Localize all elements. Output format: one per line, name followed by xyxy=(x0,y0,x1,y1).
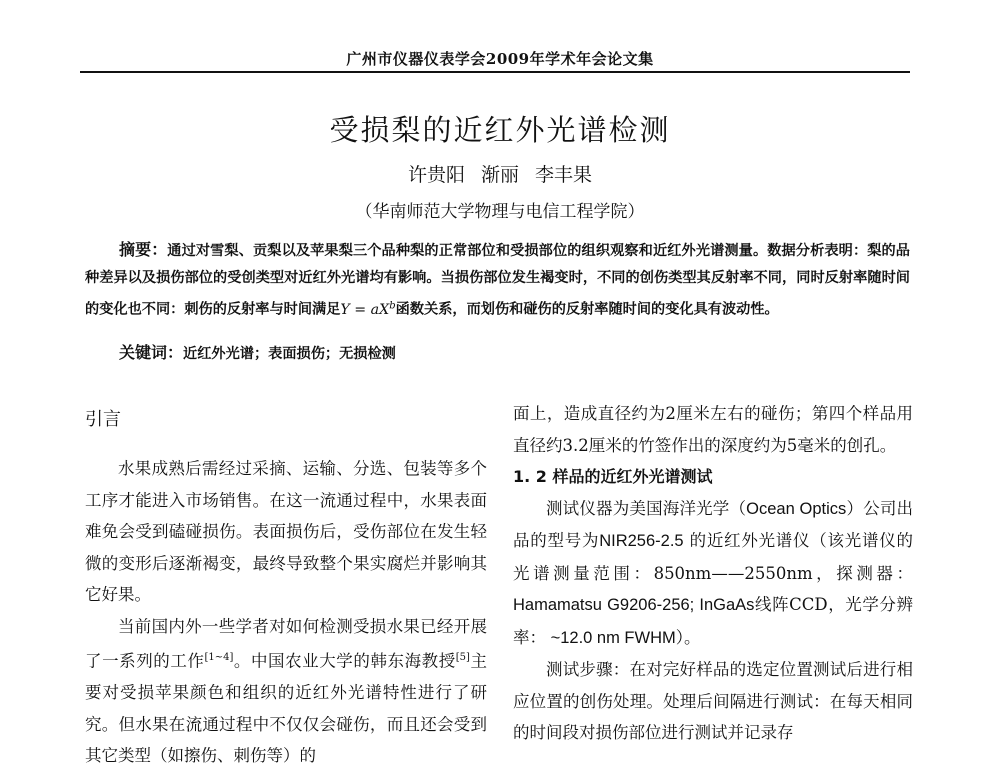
abstract-text-2: 函数关系，而划伤和碰伤的反射率随时间的变化具有波动性。 xyxy=(395,301,779,318)
paper-title: 受损梨的近红外光谱检测 xyxy=(329,113,671,147)
intro-paragraph-2: 当前国内外一些学者对如何检测受损水果已经开展了一系列的工作[1~4]。中国农业大学的韩东海教授[5]主要对受损苹果颜色和组织的近红外光谱特性进行了研究。但水果在流通过程中不仅仅会碰伤，而且还会受到其它类型（如擦伤、刺伤等）的 xyxy=(85,616,488,765)
subsection-heading-1-2: 1. 2 样品的近红外光谱测试 xyxy=(513,467,713,486)
keywords-label: 关键词： xyxy=(119,343,184,362)
procedure-paragraph: 测试步骤：在对完好样品的选定位置测试后进行相应位置的创伤处理。处理后间隔进行测试：在每天相同的时间段对损伤部位进行测试并记录存 xyxy=(513,660,913,742)
keywords xyxy=(85,340,910,363)
paper-authors: 许贵阳 渐丽 李丰果 xyxy=(407,164,593,186)
abstract xyxy=(85,236,910,324)
intro-paragraph-1: 水果成熟后需经过采摘、运输、分选、包装等多个工序才能进入市场销售。在这一流通过程中，水果表面难免会受到磕碰损伤。表面损伤后，受伤部位在发生轻微的变形后逐渐褐变，最终导致整个果实腐烂并影响其它好果。 xyxy=(85,459,487,604)
abstract-label: 摘要： xyxy=(119,240,168,259)
keywords-text: 近红外光谱；表面损伤；无损检测 xyxy=(183,346,396,362)
citation-5[interactable]: [5] xyxy=(455,652,470,663)
abstract-formula: $Y = aX^b$ xyxy=(340,300,396,318)
citation-1-4[interactable]: [1~4] xyxy=(204,652,234,663)
paper-affiliation: （华南师范大学物理与电信工程学院） xyxy=(355,202,645,222)
header-rule xyxy=(80,71,910,73)
right-column xyxy=(513,398,913,749)
abstract-formula-exp: b xyxy=(389,300,396,311)
sample-paragraph-continued: 面上，造成直径约为2厘米左右的碰伤；第四个样品用直径约3.2厘米的竹签作出的深度约为5毫米的创孔。 xyxy=(513,404,913,455)
left-column xyxy=(85,405,487,772)
instrument-paragraph: 测试仪器为美国海洋光学（Ocean Optics）公司出品的型号为NIR256-2.5 的近红外光谱仪（该光谱仪的光谱测量范围：850nm——2550nm，探测器：Hamamatsu G9206-256; InGaAs线阵CCD，光学分辨率： ~12.0 nm FWHM）。 xyxy=(513,498,914,647)
intro-heading: 引言 xyxy=(85,409,121,430)
running-head: 广州市仪器仪表学会2009年学术年会论文集 xyxy=(346,50,654,68)
abstract-text-1: 通过对雪梨、贡梨以及苹果梨三个品种梨的正常部位和受损部位的组织观察和近红外光谱测量。数据分析表明：梨的品种差异以及损伤部位的受创类型对近红外光谱均有影响。当损伤部位发生褐变时，不同的创伤类型其反射率不同，同时反射率随时间的变化也不同：刺伤的反射率与时间满足 xyxy=(85,243,910,318)
